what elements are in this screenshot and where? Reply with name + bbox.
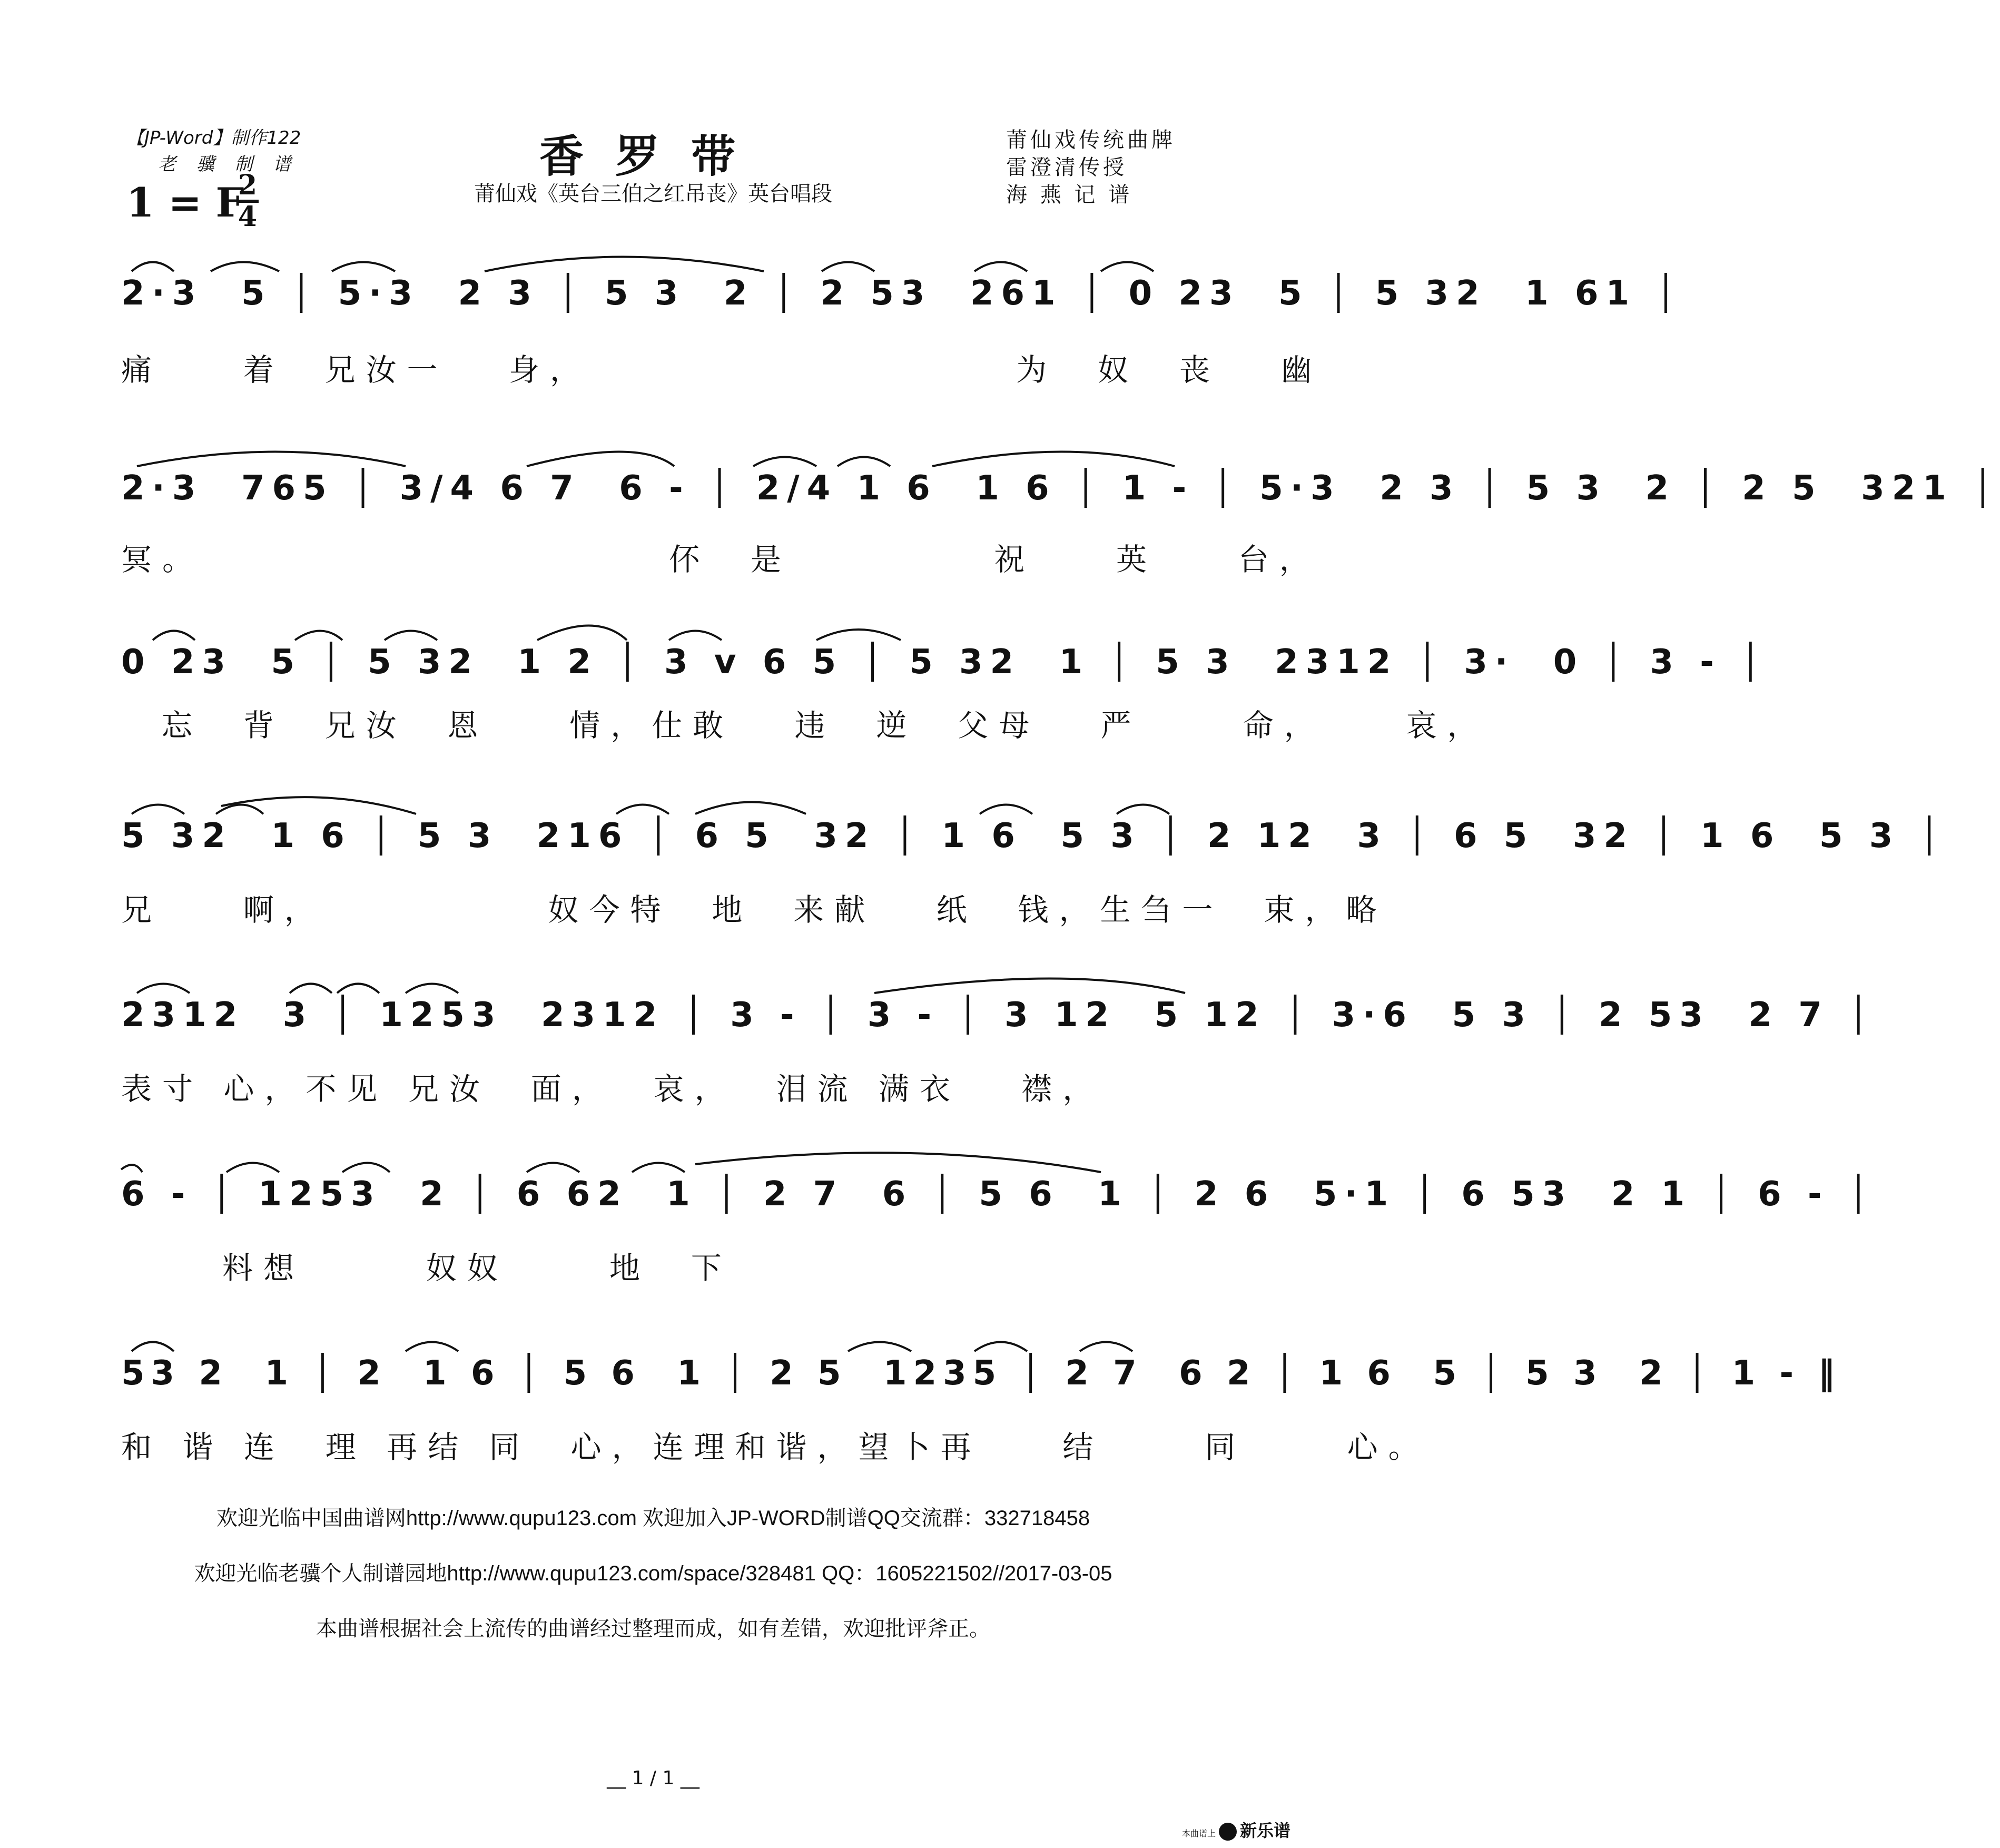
footer-line-disclaimer: 本曲谱根据社会上流传的曲谱经过整理而成，如有差错，欢迎批评斧正。: [316, 1617, 990, 1640]
brand-mark: [1182, 1817, 1290, 1842]
notation-line: [121, 443, 2000, 508]
lyrics-line: 和 谐 连 理 再结 同 心，连理和谐，望卜再 结 同 心。: [121, 1429, 1430, 1465]
time-signature: [234, 171, 261, 231]
page-number: __ 1 / 1 __: [607, 1767, 699, 1789]
notes-text: 0 23 5 │ 5 32 1 2 │ 3 v 6 5 │ 5 32 1 │ 5 3 2312 │ 3· 0 │ 3 - │: [121, 643, 1768, 682]
notes-text: 6 - │ 1253 2 │ 6 62 1 │ 2 7 6 │ 5 6 1 │ 2 6 5·1 │ 6 53 2 1 │ 6 - │: [121, 1175, 1876, 1214]
brand-small-text: 本曲谱上: [1181, 1829, 1216, 1839]
footer-line-website: 欢迎光临中国曲谱网http://www.qupu123.com 欢迎加入JP-WORD制谱QQ交流群：332718458: [216, 1507, 1090, 1530]
song-subtitle: 莆仙戏《英台三伯之红吊丧》英台唱段: [474, 182, 832, 206]
notation-line: [121, 790, 1947, 856]
lyrics-line: 忘 背 兄汝 恩 情，仕敢 违 逆 父母 严 命， 哀，: [121, 707, 1489, 743]
notation-line: [121, 1148, 1876, 1214]
credit-origin: 莆仙戏传统曲牌: [1006, 128, 1176, 152]
brand-logo-icon: [1219, 1823, 1237, 1841]
lyrics-line: 痛 着 兄汝一 身， 为 奴 丧 幽: [121, 352, 1323, 388]
lyrics-line: 表寸 心，不见 兄汝 面， 哀， 泪流 满衣 襟，: [121, 1071, 1104, 1107]
time-signature-top: 2: [238, 169, 258, 201]
arranger-credit: 老 骥 制 谱: [158, 154, 299, 175]
maker-credit: 【JP-Word】制作122: [126, 127, 301, 149]
time-signature-bottom: 4: [238, 201, 258, 233]
notation-line: [121, 616, 1768, 682]
notes-text: 5 32 1 6 │ 5 3 216 │ 6 5 32 │ 1 6 5 3 │ 2 12 3 │ 6 5 32 │ 1 6 5 3 │: [121, 817, 1947, 856]
notation-line: [121, 969, 1876, 1035]
lyrics-line: 料想 奴奴 地 下: [121, 1250, 732, 1286]
notes-text: 2·3 765 │ 3/4 6 7 6 - │ 2/4 1 6 1 6 │ 1 - │ 5·3 2 3 │ 5 3 2 │ 2 5 321 │: [121, 469, 2000, 508]
notes-text: 2·3 5 │ 5·3 2 3 │ 5 3 2 │ 2 53 261 │ 0 23 5 │ 5 32 1 61 │: [121, 274, 1683, 313]
brand-name: 新乐谱: [1239, 1821, 1290, 1841]
footer-line-space: 欢迎光临老骥个人制谱园地http://www.qupu123.com/space/328481 QQ：1605221502//2017-03-05: [194, 1562, 1112, 1585]
notes-text: 53 2 1 │ 2 1 6 │ 5 6 1 │ 2 5 1235 │ 2 7 6 2 │ 1 6 5 │ 5 3 2 │ 1 - ‖: [121, 1354, 1841, 1393]
credit-transcriber: 海 燕 记 谱: [1006, 183, 1133, 207]
notation-line: [121, 1328, 1841, 1393]
lyrics-line: 兄 啊， 奴今特 地 来献 纸 钱，生刍一 束，略: [121, 892, 1387, 928]
notation-line: [121, 248, 1683, 313]
key-signature: 1 = F: [126, 179, 244, 226]
lyrics-line: 冥。 伓 是 祝 英 台，: [121, 542, 1321, 577]
song-title: 香罗带: [539, 130, 767, 182]
credits-block: [1006, 126, 1176, 209]
credit-teacher: 雷澄清传授: [1006, 155, 1127, 180]
notes-text: 2312 3 │ 1253 2312 │ 3 - │ 3 - │ 3 12 5 12 │ 3·6 5 3 │ 2 53 2 7 │: [121, 996, 1876, 1035]
